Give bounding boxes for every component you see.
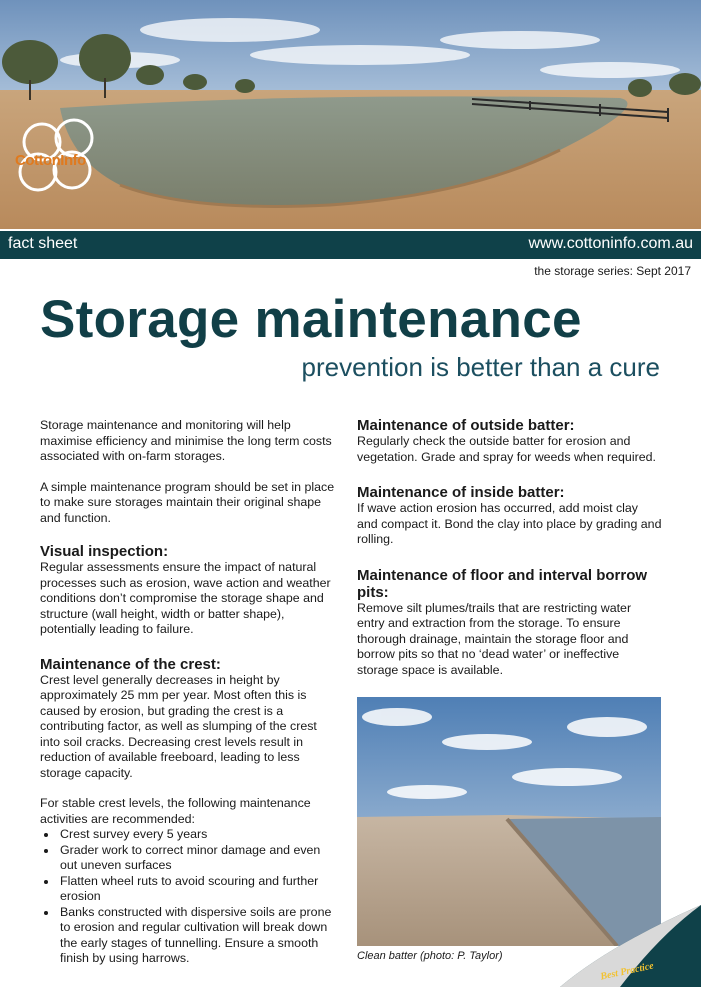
crest-body: Crest level generally decreases in height by approximately 25 mm per year. Most often this is caused by erosion, but grading the crest is a contributing factor, as well as slumping of the crest into soil cracks. Decreasing crest levels result in reduction of available freeboard, leading to less storage capacity.	[40, 672, 317, 780]
right-column	[357, 417, 662, 678]
inside-batter-heading: Maintenance of inside batter:	[357, 484, 565, 501]
series-label: the storage series: Sept 2017	[534, 264, 691, 278]
fact-sheet-label: fact sheet	[8, 235, 78, 252]
visual-inspection-heading: Visual inspection:	[40, 543, 169, 560]
visual-inspection-body: Regular assessments ensure the impact of natural processes such as erosion, wave action and weather conditions don’t compromise the storage shape and structure (wall height, width or batter shape), potentially leading to failure.	[40, 560, 331, 636]
crest-heading: Maintenance of the crest:	[40, 655, 221, 673]
photo-caption: Clean batter (photo: P. Taylor)	[357, 950, 503, 962]
crest-list-intro: For stable crest levels, the following maintenance activities are recommended:	[40, 796, 311, 826]
list-item: • Flatten wheel ruts to avoid scouring and further erosion	[58, 874, 340, 905]
intro-paragraph-1: Storage maintenance and monitoring will help maximise efficiency and minimise the long term costs associated with on-farm storages.	[40, 418, 332, 463]
best-practice-badge: Best Practice	[599, 960, 655, 983]
logo-wordmark: CottonInfo	[15, 152, 86, 169]
list-item: • Grader work to correct minor damage and even out uneven surfaces	[58, 843, 340, 874]
outside-batter-heading: Maintenance of outside batter:	[357, 417, 575, 434]
list-item: • Crest survey every 5 years	[58, 827, 340, 843]
crest-maintenance-list	[40, 827, 340, 967]
inside-batter-body: If wave action erosion has occurred, add moist clay and compact it. Bond the clay into place by grading and rolling.	[357, 501, 662, 546]
floor-borrow-pits-heading: Maintenance of floor and interval borrow pits:	[357, 566, 648, 601]
page-title: Storage maintenance	[40, 290, 582, 349]
header-band	[0, 229, 701, 259]
intro-paragraph-2: A simple maintenance program should be set in place to make sure storages maintain their original shape and function.	[40, 479, 335, 525]
page-subtitle: prevention is better than a cure	[301, 352, 660, 382]
outside-batter-body: Regularly check the outside batter for erosion and vegetation. Grade and spray for weeds when required.	[357, 434, 656, 464]
list-item: • Banks constructed with dispersive soils are prone to erosion and regular cultivation will break down the early stages of tunnelling. Ensure a smooth finish by using harrows.	[58, 905, 340, 967]
website-link[interactable]: www.cottoninfo.com.au	[528, 235, 693, 252]
floor-borrow-pits-body: Remove silt plumes/trails that are restricting water entry and extraction from the storage. To ensure thorough drainage, maintain the storage floor and borrow pits so that no ‘dead water’ or ineffective storage space is available.	[357, 600, 632, 677]
left-column	[40, 418, 340, 967]
